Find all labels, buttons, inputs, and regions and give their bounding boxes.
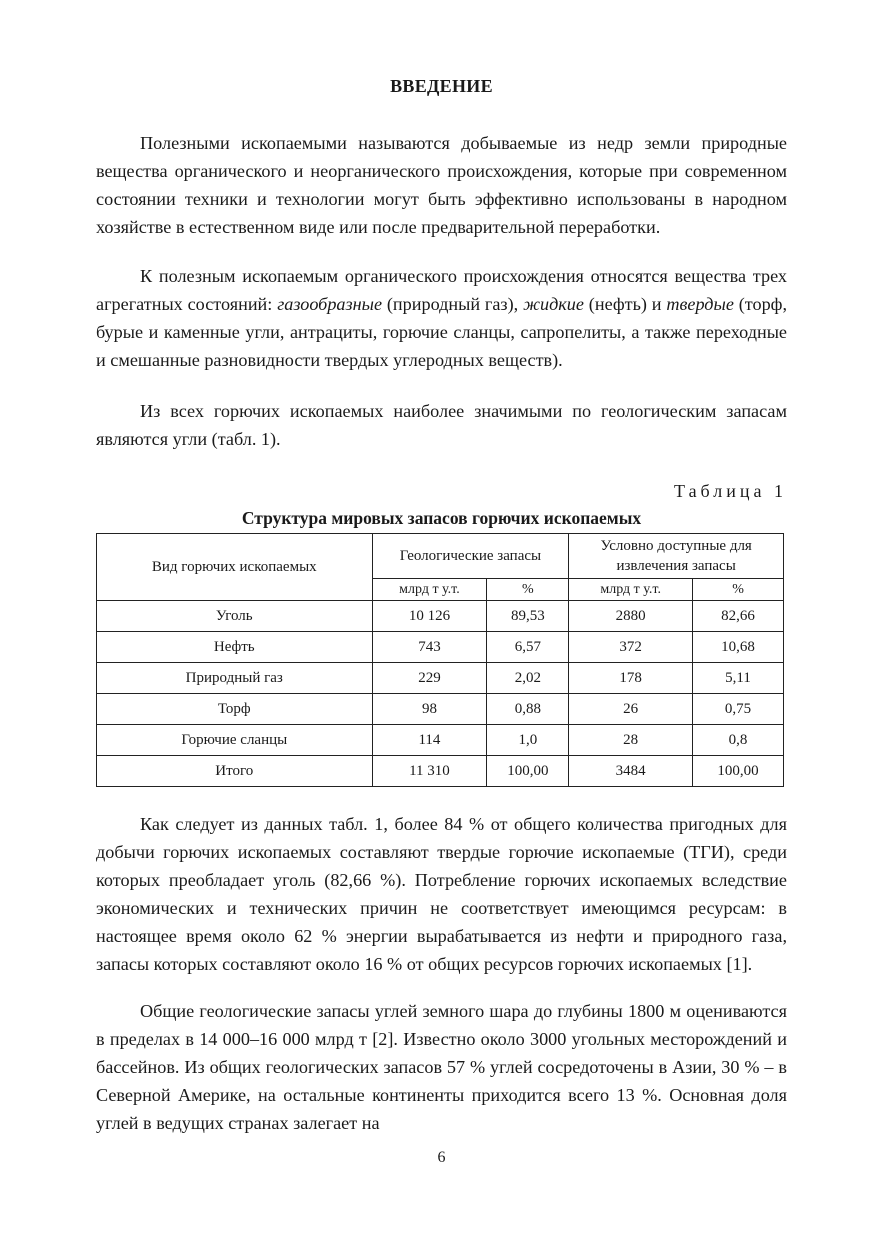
cell-fuel-name: Уголь — [97, 601, 373, 632]
cell-avail-percent: 0,8 — [693, 725, 784, 756]
page-number: 6 — [437, 1149, 446, 1166]
cell-avail-percent: 100,00 — [693, 756, 784, 787]
cell-geo-percent: 89,53 — [487, 601, 569, 632]
cell-geo-percent: 1,0 — [487, 725, 569, 756]
subheader-pct-avail: % — [693, 579, 784, 601]
term-liquid: жидкие — [523, 294, 584, 314]
table-header-row — [97, 534, 784, 579]
cell-avail-amount: 26 — [569, 694, 693, 725]
cell-fuel-name: Нефть — [97, 632, 373, 663]
table-row — [97, 725, 784, 756]
paragraph-2 — [96, 262, 787, 374]
cell-avail-percent: 82,66 — [693, 601, 784, 632]
cell-geo-amount: 98 — [372, 694, 487, 725]
header-fuel-type: Вид горючих ископаемых — [97, 534, 373, 601]
paragraph-2-text-d: (торф, бурые и каменные угли, антрациты, горючие сланцы, сапропелиты, а также переходные и смешанные разновидности твердых углеродных веществ). — [96, 294, 788, 370]
subheader-unit-avail: млрд т у.т. — [569, 579, 693, 601]
cell-geo-percent: 0,88 — [487, 694, 569, 725]
paragraph-5: Общие геологические запасы углей земного шара до глубины 1800 м оцениваются в пределах в 14 000–16 000 млрд т [2]. Известно около 3000 угольных месторождений и бассейнов. Из общих геологических запасов 57 % углей сосредоточены в Азии, 30 % – в Северной Америке, на остальные континенты приходится всего 13 %. Основная доля углей в ведущих странах залегает на — [96, 1001, 787, 1133]
term-solid: твердые — [666, 294, 734, 314]
cell-geo-percent: 6,57 — [487, 632, 569, 663]
header-available-reserves: Условно доступные для извлечения запасы — [569, 534, 784, 579]
cell-fuel-name: Природный газ — [97, 663, 373, 694]
table-row — [97, 756, 784, 787]
table-label: Таблица 1 — [674, 481, 787, 501]
cell-fuel-name: Горючие сланцы — [97, 725, 373, 756]
paragraph-3: Из всех горючих ископаемых наиболее значимыми по геологическим запасам являются угли (табл. 1). — [96, 401, 787, 449]
cell-geo-amount: 10 126 — [372, 601, 487, 632]
cell-avail-amount: 178 — [569, 663, 693, 694]
cell-avail-amount: 372 — [569, 632, 693, 663]
table-row — [97, 601, 784, 632]
cell-avail-percent: 5,11 — [693, 663, 784, 694]
subheader-pct-geo: % — [487, 579, 569, 601]
table-title: Структура мировых запасов горючих ископаемых — [241, 508, 642, 528]
table-row — [97, 694, 784, 725]
reserves-table — [96, 533, 784, 787]
table-row — [97, 632, 784, 663]
subheader-unit-geo: млрд т у.т. — [372, 579, 487, 601]
table-row — [97, 663, 784, 694]
paragraph-1: Полезными ископаемыми называются добываемые из недр земли природные вещества органического и неорганического происхождения, которые при современном состоянии техники и технологии могут быть эффективно использованы в народном хозяйстве в естественном виде или после предварительной переработки. — [96, 133, 787, 237]
paragraph-2-text-b: (природный газ), — [382, 294, 524, 314]
cell-geo-amount: 11 310 — [372, 756, 487, 787]
cell-fuel-name: Итого — [97, 756, 373, 787]
term-gaseous: газообразные — [277, 294, 383, 314]
cell-geo-amount: 229 — [372, 663, 487, 694]
cell-geo-amount: 743 — [372, 632, 487, 663]
cell-geo-percent: 100,00 — [487, 756, 569, 787]
paragraph-2-text-a: К полезным ископаемым органического происхождения относятся вещества трех агрегатных состояний: — [96, 266, 787, 314]
cell-avail-amount: 3484 — [569, 756, 693, 787]
paragraph-4: Как следует из данных табл. 1, более 84 % от общего количества пригодных для добычи горючих ископаемых составляют твердые горючие ископаемые (ТГИ), среди которых преобладает уголь (82,66 %). Потребление горючих ископаемых вследствие экономических и технических причин не соответствует имеющимся ресурсам: в настоящее время около 62 % энергии вырабатывается из нефти и природного газа, запасы которых составляют около 16 % от общих ресурсов горючих ископаемых [1]. — [96, 814, 787, 974]
cell-avail-percent: 10,68 — [693, 632, 784, 663]
section-heading: ВВЕДЕНИЕ — [390, 76, 493, 96]
paragraph-2-text-c: (нефть) и — [583, 294, 667, 314]
header-geological-reserves: Геологические запасы — [372, 534, 569, 579]
cell-avail-percent: 0,75 — [693, 694, 784, 725]
cell-geo-amount: 114 — [372, 725, 487, 756]
cell-geo-percent: 2,02 — [487, 663, 569, 694]
cell-avail-amount: 2880 — [569, 601, 693, 632]
cell-avail-amount: 28 — [569, 725, 693, 756]
cell-fuel-name: Торф — [97, 694, 373, 725]
